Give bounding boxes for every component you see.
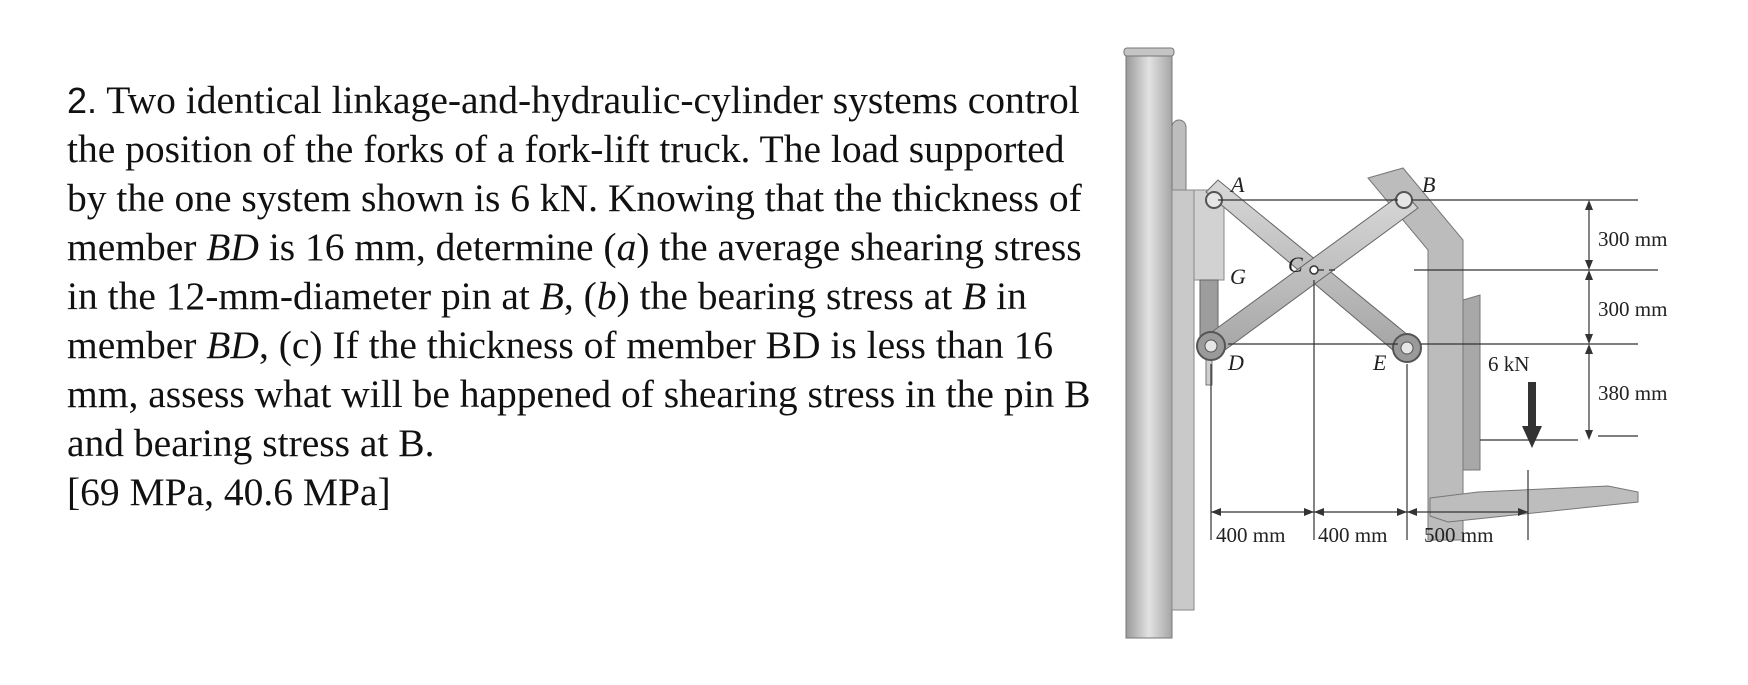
dim-v1: 300 mm (1598, 227, 1668, 251)
dim-h2: 400 mm (1318, 523, 1388, 547)
load-arrow-head (1522, 426, 1542, 448)
problem-number: 2. (67, 80, 98, 121)
dim-v3: 380 mm (1598, 381, 1668, 405)
roller-d-hub (1205, 340, 1217, 352)
roller-e-hub (1401, 342, 1413, 354)
label-b: B (1422, 172, 1436, 197)
answer-key: [69 MPa, 40.6 MPa] (67, 470, 391, 514)
label-d: D (1228, 350, 1244, 375)
pin-c (1310, 266, 1318, 274)
mast-cap (1124, 48, 1174, 56)
label-c: C (1288, 252, 1303, 277)
load-label: 6 kN (1488, 352, 1530, 376)
label-g: G (1230, 264, 1246, 289)
carriage-plate (1172, 190, 1194, 610)
load-arrow-shaft (1528, 382, 1536, 430)
dim-v2: 300 mm (1598, 297, 1668, 321)
dim-h3: 500 mm (1424, 523, 1494, 547)
forklift-linkage-figure (1118, 40, 1738, 680)
problem-statement (67, 76, 1097, 517)
fork-back (1463, 295, 1480, 470)
problem-text: 2. Two identical linkage-and-hydraulic-cylinder systems control the position of the forks of a fork-lift truck. The load supported by the one system shown is 6 kN. Knowing that the thickness of member BD is 16 mm, determine (a) the average shearing stress in the 12-mm-diameter pin at B, (b) the bearing stress at B in member BD, (c) If the thickness of member BD is less than 16 mm, assess what will be happened of shearing stress in the pin B and bearing stress at B. (67, 78, 1091, 465)
mast (1126, 52, 1172, 638)
dim-h1: 400 mm (1216, 523, 1286, 547)
label-a: A (1231, 172, 1245, 197)
pin-b (1396, 192, 1412, 208)
linkage-diagram (1118, 40, 1738, 680)
label-e: E (1373, 350, 1387, 375)
